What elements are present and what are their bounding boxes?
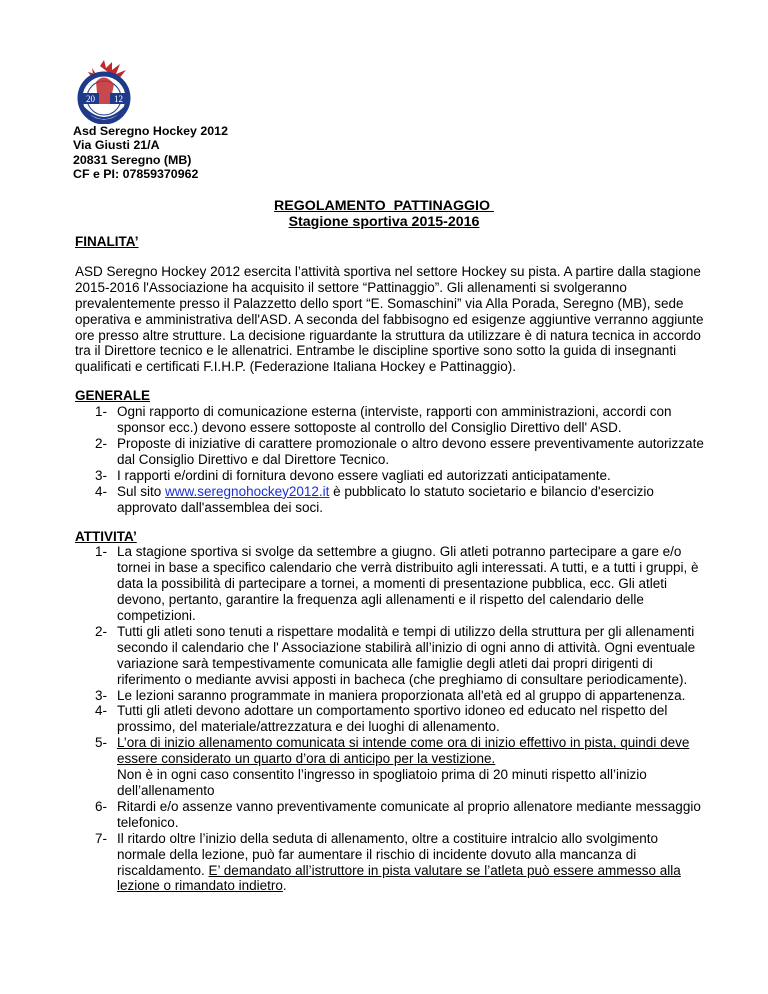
document-title [0, 198, 768, 230]
list-item: 2- Proposte di iniziative di carattere promozionale o altro devono essere preventivamente autorizzate dal Consiglio Direttivo e dal Direttore Tecnico. [95, 435, 704, 467]
title-season: Stagione sportiva 2015-2016 [288, 214, 480, 230]
list-item: 3- Le lezioni saranno programmate in maniera proporzionata all'età ed al gruppo di appartenenza. [95, 687, 686, 703]
svg-text:20: 20 [86, 94, 95, 104]
list-item: 2- Tutti gli atleti sono tenuti a rispettare modalità e tempi di utilizzo della struttura per gli allenamenti secondo il calendario che l' Associazione stabilirà all’inizio di ogni anno di attività. Ogni eventuale variazione sarà tempestivamente comunicata alle famiglie degli atleti dai propri dirigenti di riferimento o mediante avvisi apposti in bacheca (che preghiamo di consultare periodicamente). [95, 623, 696, 687]
list-item: 6- Ritardi e/o assenze vanno preventivamente comunicate al proprio allenatore mediante messaggio telefonico. [95, 798, 701, 830]
header-tax-code: CF e PI: 07859370962 [73, 167, 199, 182]
website-link[interactable]: www.seregnohockey2012.it [165, 483, 330, 499]
attivita-heading: ATTIVITA’ [75, 528, 137, 544]
list-item: 1- La stagione sportiva si svolge da settembre a giugno. Gli atleti potranno partecipare a gare e/o tornei in base a specifico calendario che verrà distribuito agli interessati. A tutti, e a tutti i gruppi, è data la possibilità di partecipare a tornei, a momenti di presentazione pubblica, ecc. Gli atleti devono, pertanto, garantire la frequenza agli allenamenti e il rispetto del calendario delle competizioni. [95, 544, 699, 624]
list-item: 7- Il ritardo oltre l’inizio della seduta di allenamento, oltre a costituire intralcio allo svolgimento normale della lezione, può far aumentare il rischio di incidente dovuto alla mancanza di riscaldamento. E’ demandato all’istruttore in pista valutare se l’atleta può essere ammesso alla lezione o rimandato indietro. [95, 830, 681, 894]
finalita-paragraph: ASD Seregno Hockey 2012 esercita l’attività sportiva nel settore Hockey su pista. A partire dalla stagione 2015-2016 l'Associazione ha acquisito il settore “Pattinaggio”. Gli allenamenti si svolgeranno prevalentemente presso il Palazzetto dello sport “E. Somaschini” via Alla Porada, Seregno (MB), sede operativa e amministrativa dell'ASD. A seconda del fabbisogno ed esigenze aggiuntive verranno aggiunte ore presso altre strutture. La decisione riguardante la struttura da utilizzare è di natura tecnica in accordo tra il Direttore tecnico e le allenatrici. Entrambe le discipline sportive sono sotto la guida di insegnanti qualificati e certificati F.I.H.P. (Federazione Italiana Hockey e Pattinaggio). [75, 263, 704, 375]
finalita-heading: FINALITA’ [75, 234, 139, 249]
header-address: Via Giusti 21/A [73, 138, 160, 153]
document-body [75, 234, 705, 894]
svg-text:12: 12 [114, 94, 123, 104]
list-item: 4- Sul sito www.seregnohockey2012.it è pubblicato lo statuto societario e bilancio d'esercizio approvato dall'assemblea dei soci. [95, 483, 654, 515]
generale-list [75, 404, 705, 515]
title-main: REGOLAMENTO PATTINAGGIO [274, 198, 494, 214]
list-item: 4- Tutti gli atleti devono adottare un comportamento sportivo idoneo ed educato nel rispetto del prossimo, del materiale/attrezzatura e dei luoghi di allenamento. [95, 703, 668, 735]
list-item: 3- I rapporti e/ordini di fornitura devono essere vagliati ed autorizzati anticipatamente. [95, 467, 611, 483]
seregno-hockey-logo-icon [70, 60, 146, 124]
list-item: 1- Ogni rapporto di comunicazione esterna (interviste, rapporti con amministrazioni, accordi con sponsor ecc.) devono essere sottoposte al controllo del Consiglio Direttivo dell' ASD. [95, 404, 672, 436]
generale-heading: GENERALE [75, 388, 151, 404]
association-header [73, 124, 228, 182]
list-item: 5- L’ora di inizio allenamento comunicata si intende come ora di inizio effettivo in pista, quindi deve essere considerato un quarto d’ora di anticipo per la vestizione. Non è in ogni caso consentito l’ingresso in spogliatoio prima di 20 minuti rispetto all’inizio dell’allenamento [95, 735, 690, 798]
header-city: 20831 Seregno (MB) [73, 152, 192, 167]
header-name: Asd Seregno Hockey 2012 [73, 124, 228, 138]
attivita-list [75, 544, 705, 894]
